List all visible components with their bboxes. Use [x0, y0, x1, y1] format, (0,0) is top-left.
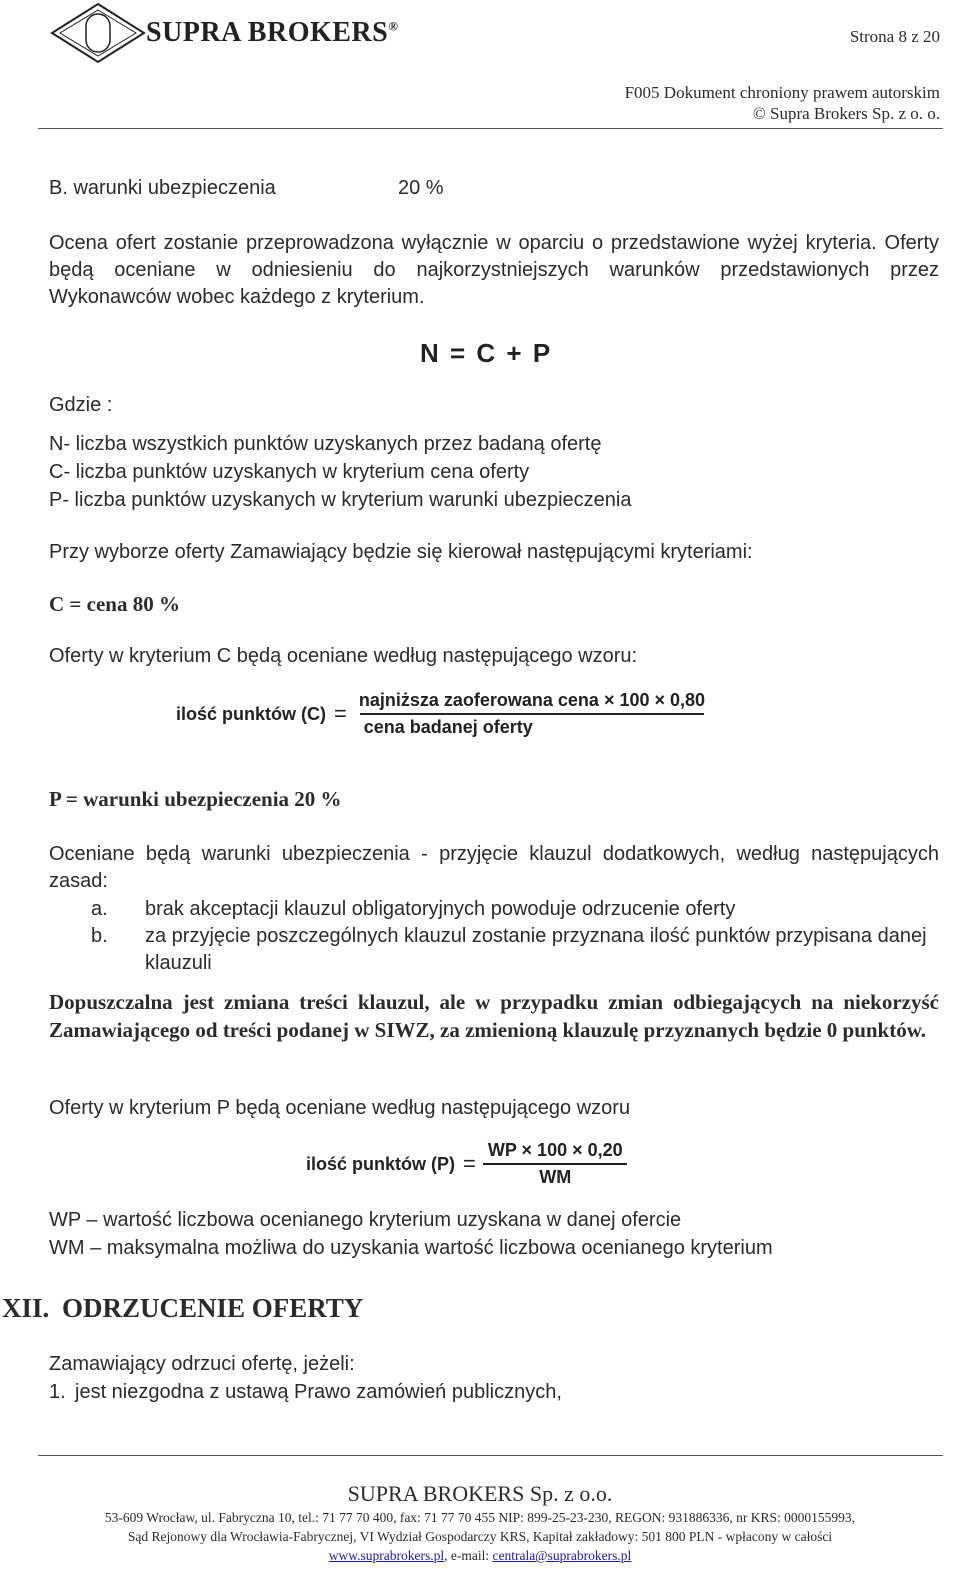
criteria-intro: Przy wyborze oferty Zamawiający będzie się kierował następującymi kryteriami: — [49, 541, 753, 563]
list-item — [49, 1378, 562, 1406]
p-formula — [306, 1140, 627, 1188]
definition-c: C- liczba punktów uzyskanych w kryterium cena oferty — [49, 461, 530, 483]
section-xii-heading — [2, 1293, 363, 1324]
section-b-percent: 20 % — [398, 177, 444, 199]
bold-notice: Dopuszczalna jest zmiana treści klauzul, ale w przypadku zmian odbiegających na niekorzyść Zamawiającego od treści podanej w SIWZ, za zmienioną klauzulę przyznanych będzie 0 punktów. — [49, 990, 939, 1042]
rejection-section — [49, 1350, 562, 1406]
p-formula-equals: = — [463, 1151, 476, 1176]
email-label: , e-mail: — [444, 1548, 493, 1563]
header-divider — [38, 128, 943, 129]
footer-contact — [0, 1546, 960, 1565]
p-formula-numerator: WP × 100 × 0,20 — [487, 1140, 623, 1160]
c-formula-denominator: cena badanej oferty — [360, 713, 704, 738]
section-xii-title: ODRZUCENIE OFERTY — [62, 1293, 364, 1323]
section-xii-number: XII. — [2, 1293, 50, 1323]
page-number: Strona 8 z 20 — [849, 27, 940, 46]
footer-line-1: 53-609 Wrocław, ul. Fabryczna 10, tel.: 71 77 70 400, fax: 71 77 70 455 NIP: 899-25-23-230, REGON: 931886336, nr KRS: 0000155993, — [104, 1510, 856, 1525]
footer-details — [0, 1508, 960, 1565]
company-name — [146, 17, 398, 49]
footer-line-2: Sąd Rejonowy dla Wrocławia-Fabrycznej, VI Wydział Gospodarczy KRS, Kapitał zakładowy: 501 800 PLN - wpłacony w całości — [127, 1529, 833, 1544]
list-item — [49, 923, 939, 977]
website-link[interactable]: www.suprabrokers.pl — [328, 1548, 445, 1563]
p-formula-fraction — [484, 1140, 627, 1188]
footer-divider — [38, 1455, 943, 1456]
logo-diamond-icon — [48, 2, 148, 64]
list-marker: b. — [91, 925, 108, 947]
notice-line-1: F005 Dokument chroniony prawem autorskim — [624, 83, 940, 102]
p-rules-list — [49, 896, 939, 977]
c-formula-intro: Oferty w kryterium C będą oceniane według następującego wzoru: — [49, 645, 638, 667]
c-heading: C = cena 80 % — [49, 592, 180, 616]
list-item-text: za przyjęcie poszczególnych klauzul zostanie przyznana ilość punktów przypisana danej klauzuli — [145, 925, 927, 974]
wm-definition: WM – maksymalna możliwa do uzyskania wartość liczbowa ocenianego kryterium — [49, 1237, 773, 1259]
registered-mark: ® — [388, 18, 399, 34]
company-logo — [48, 2, 148, 64]
footer-company: SUPRA BROKERS Sp. z o.o. — [347, 1481, 613, 1506]
p-formula-denominator: WM — [483, 1163, 627, 1188]
c-formula-numerator: najniższa zaoferowana cena × 100 × 0,80 — [358, 690, 706, 710]
list-item-text: brak akceptacji klauzul obligatoryjnych powoduje odrzucenie oferty — [145, 898, 736, 920]
copyright-notice — [625, 82, 940, 124]
email-link[interactable]: centrala@suprabrokers.pl — [492, 1548, 632, 1563]
wp-definition: WP – wartość liczbowa ocenianego kryterium uzyskana w danej ofercie — [49, 1209, 682, 1231]
definition-p: P- liczba punktów uzyskanych w kryterium warunki ubezpieczenia — [49, 489, 632, 511]
p-intro: Oceniane będą warunki ubezpieczenia - przyjęcie klauzul dodatkowych, według następujących zasad: — [49, 843, 939, 892]
p-heading: P = warunki ubezpieczenia 20 % — [49, 787, 342, 811]
definitions-list — [49, 430, 631, 514]
p-formula-intro: Oferty w kryterium P będą oceniane według następującego wzoru — [49, 1097, 631, 1119]
list-marker: a. — [91, 898, 108, 920]
c-formula-equals: = — [334, 701, 347, 726]
p-formula-lhs: ilość punktów (P) — [306, 1153, 456, 1174]
definition-n: N- liczba wszystkich punktów uzyskanych przez badaną ofertę — [49, 433, 602, 455]
section-b-label: B. warunki ubezpieczenia — [49, 177, 276, 199]
c-formula-lhs: ilość punktów (C) — [176, 703, 326, 724]
notice-line-2: © Supra Brokers Sp. z o. o. — [752, 104, 940, 123]
company-name-text: SUPRA BROKERS — [146, 17, 389, 48]
c-formula — [176, 690, 709, 738]
rejection-intro: Zamawiający odrzuci ofertę, jeżeli: — [49, 1353, 355, 1375]
c-formula-fraction — [355, 690, 709, 738]
list-item — [49, 896, 939, 923]
variable-definitions — [49, 1206, 773, 1262]
intro-paragraph: Ocena ofert zostanie przeprowadzona wyłącznie w oparciu o przedstawione wyżej kryteria. Oferty będą oceniane w odniesieniu do najkorzystniejszych warunków przedstawionych przez Wykonawców wobec każdego z kryterium. — [49, 232, 939, 308]
main-formula: N = C + P — [420, 338, 553, 368]
list-marker: 1. — [49, 1381, 66, 1403]
where-label: Gdzie : — [49, 394, 113, 416]
list-item-text: jest niezgodna z ustawą Prawo zamówień publicznych, — [75, 1381, 562, 1403]
